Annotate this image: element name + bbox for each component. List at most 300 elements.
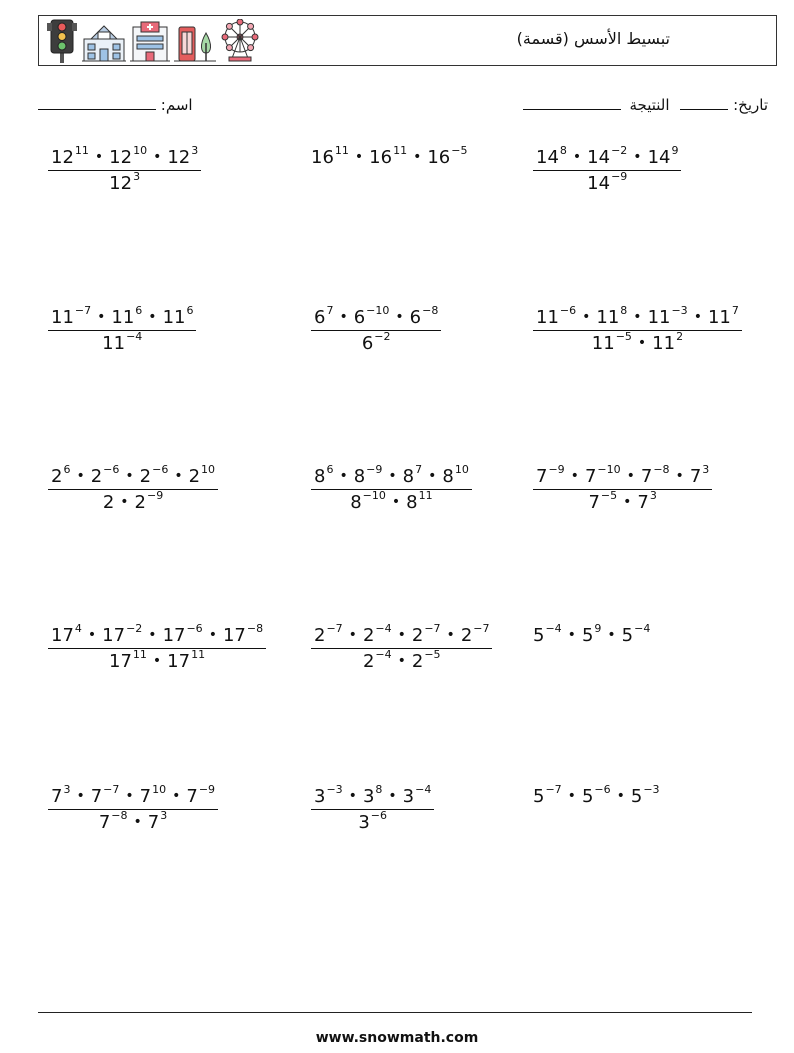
denominator (48, 810, 218, 833)
fraction (311, 783, 434, 833)
problem-8 (311, 463, 472, 513)
exponent: −6 (152, 463, 169, 476)
base: 7 (689, 466, 702, 487)
base: 5 (581, 625, 594, 646)
base: 2 (139, 466, 152, 487)
base: 3 (402, 786, 415, 807)
base: 14 (587, 173, 611, 194)
exponent: −2 (611, 144, 628, 157)
base: 3 (314, 786, 326, 807)
multiply-dot: • (208, 627, 217, 643)
fraction (48, 144, 201, 194)
power-term (442, 463, 469, 487)
power-term (350, 489, 386, 513)
power-term (109, 648, 147, 672)
base: 7 (147, 812, 160, 833)
base: 14 (647, 147, 671, 168)
power-term (51, 622, 82, 646)
base: 16 (369, 147, 393, 168)
multiply-dot: • (626, 468, 635, 484)
problem-14 (311, 783, 434, 833)
multiply-dot: • (120, 494, 129, 510)
power-term (186, 783, 216, 807)
exponent: −8 (246, 622, 264, 635)
multiply-dot: • (616, 788, 625, 804)
multiply-dot: • (94, 149, 104, 165)
base: 12 (167, 147, 191, 168)
exponent: 10 (133, 144, 148, 157)
base: 5 (630, 786, 643, 807)
result-label: النتيجة (629, 96, 670, 114)
base: 14 (536, 147, 559, 168)
power-term (369, 144, 408, 168)
power-term (139, 463, 169, 487)
footer-divider (38, 1012, 752, 1013)
exponent: 8 (375, 783, 383, 796)
numerator (48, 622, 266, 649)
power-term (427, 144, 468, 168)
worksheet-title: تبسيط الأسس (قسمة) (516, 29, 670, 48)
exponent: −5 (600, 489, 618, 502)
exponent: 8 (559, 144, 567, 157)
power-term (402, 463, 423, 487)
denominator (48, 649, 266, 672)
base: 2 (188, 466, 201, 487)
exponent: −5 (451, 144, 468, 157)
power-term (314, 622, 343, 646)
power-term (596, 304, 628, 328)
fraction (48, 304, 196, 354)
base: 8 (314, 466, 326, 487)
power-term (314, 463, 334, 487)
multiply-dot: • (388, 468, 397, 484)
exponent: −5 (424, 648, 441, 661)
expression (311, 144, 468, 168)
power-term (584, 463, 621, 487)
base: 8 (402, 466, 415, 487)
multiply-dot: • (354, 149, 364, 165)
exponent: −4 (126, 330, 143, 343)
base: 11 (536, 307, 559, 328)
power-term (139, 783, 167, 807)
exponent: −9 (198, 783, 216, 796)
base: 2 (411, 625, 424, 646)
fraction (533, 304, 742, 354)
power-term (587, 144, 628, 168)
exponent: 11 (132, 648, 147, 661)
exponent: −9 (611, 170, 628, 183)
exponent: 6 (135, 304, 143, 317)
base: 7 (139, 786, 152, 807)
exponent: 10 (201, 463, 216, 476)
exponent: 6 (63, 463, 71, 476)
base: 7 (98, 812, 111, 833)
denominator (48, 331, 196, 354)
multiply-dot: • (607, 627, 616, 643)
exponent: 3 (63, 783, 71, 796)
power-term (51, 304, 92, 328)
denominator (311, 331, 441, 354)
base: 11 (707, 307, 731, 328)
multiply-dot: • (633, 149, 642, 165)
exponent: 10 (454, 463, 469, 476)
power-term (640, 463, 670, 487)
base: 7 (588, 492, 600, 513)
power-term (109, 144, 148, 168)
multiply-dot: • (675, 468, 684, 484)
multiply-dot: • (148, 309, 157, 325)
base: 5 (533, 786, 545, 807)
power-term (647, 304, 688, 328)
problem-9 (533, 463, 712, 513)
multiply-dot: • (397, 627, 406, 643)
power-term (533, 783, 562, 807)
multiply-dot: • (152, 653, 162, 669)
multiply-dot: • (395, 309, 404, 325)
power-term (707, 304, 739, 328)
base: 5 (581, 786, 594, 807)
base: 3 (358, 812, 370, 833)
base: 11 (162, 307, 186, 328)
power-term (409, 304, 439, 328)
numerator (311, 622, 492, 649)
power-term (460, 622, 490, 646)
name-label: اسم: (160, 96, 193, 114)
exponent: 8 (620, 304, 628, 317)
power-term (51, 463, 71, 487)
base: 11 (647, 307, 671, 328)
numerator (311, 304, 441, 331)
exponent: −5 (615, 330, 632, 343)
problem-2 (311, 144, 468, 168)
expression (533, 622, 651, 646)
power-term (353, 463, 383, 487)
exponent: 11 (393, 144, 408, 157)
multiply-dot: • (174, 468, 183, 484)
exponent: −8 (111, 809, 128, 822)
base: 8 (406, 492, 418, 513)
multiply-dot: • (397, 653, 406, 669)
exponent: 6 (326, 463, 334, 476)
exponent: −6 (186, 622, 203, 635)
power-term (536, 304, 577, 328)
exponent: −8 (653, 463, 670, 476)
exponent: −7 (473, 622, 490, 635)
exponent: 7 (326, 304, 334, 317)
exponent: −9 (366, 463, 383, 476)
power-term (98, 809, 128, 833)
exponent: 9 (671, 144, 679, 157)
power-term (591, 330, 632, 354)
base: 8 (353, 466, 366, 487)
power-term (90, 783, 120, 807)
exponent: −6 (370, 809, 387, 822)
base: 17 (222, 625, 246, 646)
multiply-dot: • (567, 627, 576, 643)
problem-1 (48, 144, 201, 194)
power-term (587, 170, 628, 194)
multiply-dot: • (428, 468, 437, 484)
exponent: −7 (326, 622, 343, 635)
base: 12 (109, 147, 133, 168)
problem-5 (311, 304, 441, 354)
exponent: −6 (103, 463, 120, 476)
multiply-dot: • (339, 309, 348, 325)
multiply-dot: • (76, 468, 85, 484)
power-term (102, 622, 143, 646)
exponent: −6 (594, 783, 611, 796)
multiply-dot: • (582, 309, 591, 325)
exponent: −7 (545, 783, 562, 796)
denominator (311, 649, 492, 672)
multiply-dot: • (348, 788, 357, 804)
exponent: −9 (147, 489, 164, 502)
power-term (51, 783, 71, 807)
numerator (533, 144, 681, 171)
exponent: −8 (422, 304, 439, 317)
power-term (167, 144, 199, 168)
problem-6 (533, 304, 742, 354)
exponent: 3 (649, 489, 657, 502)
exponent: −2 (126, 622, 143, 635)
multiply-dot: • (637, 335, 647, 351)
multiply-dot: • (693, 309, 702, 325)
base: 12 (51, 147, 74, 168)
exponent: −4 (545, 622, 562, 635)
multiply-dot: • (572, 149, 582, 165)
base: 2 (51, 466, 63, 487)
power-term (637, 489, 657, 513)
power-term (581, 622, 602, 646)
base: 2 (102, 492, 115, 513)
power-term (167, 648, 206, 672)
problem-11 (311, 622, 492, 672)
base: 17 (102, 625, 126, 646)
multiply-dot: • (623, 494, 632, 510)
exponent: 3 (702, 463, 710, 476)
exponent: −4 (375, 648, 392, 661)
power-term (588, 489, 618, 513)
multiply-dot: • (413, 149, 422, 165)
exponent: −6 (559, 304, 577, 317)
problem-10 (48, 622, 266, 672)
power-term (162, 622, 203, 646)
power-term (406, 489, 433, 513)
fraction (311, 622, 492, 672)
exponent: −7 (424, 622, 441, 635)
expression (533, 783, 660, 807)
numerator (48, 144, 201, 171)
base: 5 (621, 625, 634, 646)
power-term (111, 304, 143, 328)
base: 17 (51, 625, 74, 646)
denominator (311, 810, 434, 833)
exponent: −3 (326, 783, 343, 796)
multiply-dot: • (567, 788, 576, 804)
base: 16 (311, 147, 334, 168)
power-term (314, 304, 334, 328)
base: 17 (109, 651, 132, 672)
problem-15 (533, 783, 660, 807)
power-term (621, 622, 651, 646)
base: 7 (536, 466, 548, 487)
base: 2 (411, 651, 424, 672)
denominator (311, 490, 472, 513)
multiply-dot: • (125, 788, 134, 804)
numerator (311, 783, 434, 810)
power-term (536, 463, 565, 487)
power-term (362, 648, 392, 672)
multiply-dot: • (97, 309, 106, 325)
base: 12 (109, 173, 133, 194)
base: 11 (111, 307, 135, 328)
multiply-dot: • (570, 468, 579, 484)
power-term (402, 783, 432, 807)
power-term (411, 622, 441, 646)
exponent: 3 (160, 809, 168, 822)
power-term (533, 622, 562, 646)
fraction (48, 622, 266, 672)
denominator (533, 490, 712, 513)
exponent: 9 (594, 622, 602, 635)
power-term (361, 330, 391, 354)
power-term (689, 463, 710, 487)
base: 11 (596, 307, 620, 328)
multiply-dot: • (172, 788, 181, 804)
exponent: 11 (74, 144, 89, 157)
base: 17 (167, 651, 191, 672)
power-term (358, 809, 387, 833)
base: 5 (533, 625, 545, 646)
power-term (188, 463, 216, 487)
base: 11 (102, 333, 126, 354)
denominator (533, 331, 742, 354)
base: 7 (51, 786, 63, 807)
multiply-dot: • (348, 627, 357, 643)
power-term (51, 144, 89, 168)
base: 14 (587, 147, 611, 168)
exponent: −10 (362, 489, 386, 502)
power-term (362, 622, 392, 646)
multiply-dot: • (133, 814, 142, 830)
base: 7 (90, 786, 103, 807)
multiply-dot: • (339, 468, 348, 484)
denominator (48, 171, 201, 194)
base: 2 (460, 625, 473, 646)
denominator (48, 490, 218, 513)
exponent: 7 (415, 463, 423, 476)
multiply-dot: • (87, 627, 97, 643)
multiply-dot: • (153, 149, 162, 165)
numerator (48, 463, 218, 490)
base: 6 (314, 307, 326, 328)
base: 6 (353, 307, 366, 328)
exponent: −4 (415, 783, 432, 796)
exponent: 11 (191, 648, 206, 661)
power-term (536, 144, 567, 168)
problem-13 (48, 783, 218, 833)
base: 3 (362, 786, 375, 807)
base: 2 (134, 492, 146, 513)
multiply-dot: • (391, 494, 401, 510)
base: 6 (361, 333, 374, 354)
exponent: 6 (186, 304, 194, 317)
base: 8 (350, 492, 362, 513)
exponent: 10 (152, 783, 167, 796)
numerator (48, 304, 196, 331)
fraction (533, 144, 681, 194)
exponent: −4 (375, 622, 392, 635)
exponent: −9 (548, 463, 565, 476)
power-term (314, 783, 343, 807)
numerator (311, 463, 472, 490)
base: 8 (442, 466, 454, 487)
power-term (311, 144, 349, 168)
multiply-dot: • (388, 788, 397, 804)
base: 7 (584, 466, 597, 487)
base: 7 (640, 466, 653, 487)
power-term (411, 648, 441, 672)
denominator (533, 171, 681, 194)
exponent: 3 (191, 144, 199, 157)
power-term (222, 622, 264, 646)
exponent: −3 (671, 304, 688, 317)
power-term (652, 330, 684, 354)
base: 7 (186, 786, 198, 807)
power-term (102, 330, 143, 354)
power-term (134, 489, 164, 513)
fraction (48, 463, 218, 513)
exponent: −10 (366, 304, 390, 317)
numerator (533, 463, 712, 490)
base: 11 (51, 307, 74, 328)
exponent: 7 (731, 304, 739, 317)
problem-3 (533, 144, 681, 194)
power-term (90, 463, 120, 487)
base: 2 (314, 625, 326, 646)
exponent: −4 (634, 622, 651, 635)
base: 7 (637, 492, 649, 513)
power-term (353, 304, 390, 328)
problem-4 (48, 304, 196, 354)
power-term (162, 304, 194, 328)
exponent: −10 (597, 463, 621, 476)
exponent: −7 (74, 304, 92, 317)
base: 11 (652, 333, 676, 354)
exponent: 4 (74, 622, 82, 635)
numerator (48, 783, 218, 810)
base: 11 (591, 333, 615, 354)
exponent: 3 (133, 170, 141, 183)
date-label: تاريخ: (733, 96, 768, 114)
power-term (147, 809, 168, 833)
fraction (311, 304, 441, 354)
power-term (362, 783, 383, 807)
exponent: −2 (374, 330, 391, 343)
exponent: 11 (418, 489, 433, 502)
base: 2 (362, 651, 375, 672)
fraction (533, 463, 712, 513)
base: 6 (409, 307, 422, 328)
numerator (533, 304, 742, 331)
power-term (581, 783, 611, 807)
problem-7 (48, 463, 218, 513)
power-term (647, 144, 679, 168)
multiply-dot: • (446, 627, 455, 643)
fraction (48, 783, 218, 833)
footer-website: www.snowmath.com (315, 1030, 479, 1046)
base: 17 (162, 625, 186, 646)
